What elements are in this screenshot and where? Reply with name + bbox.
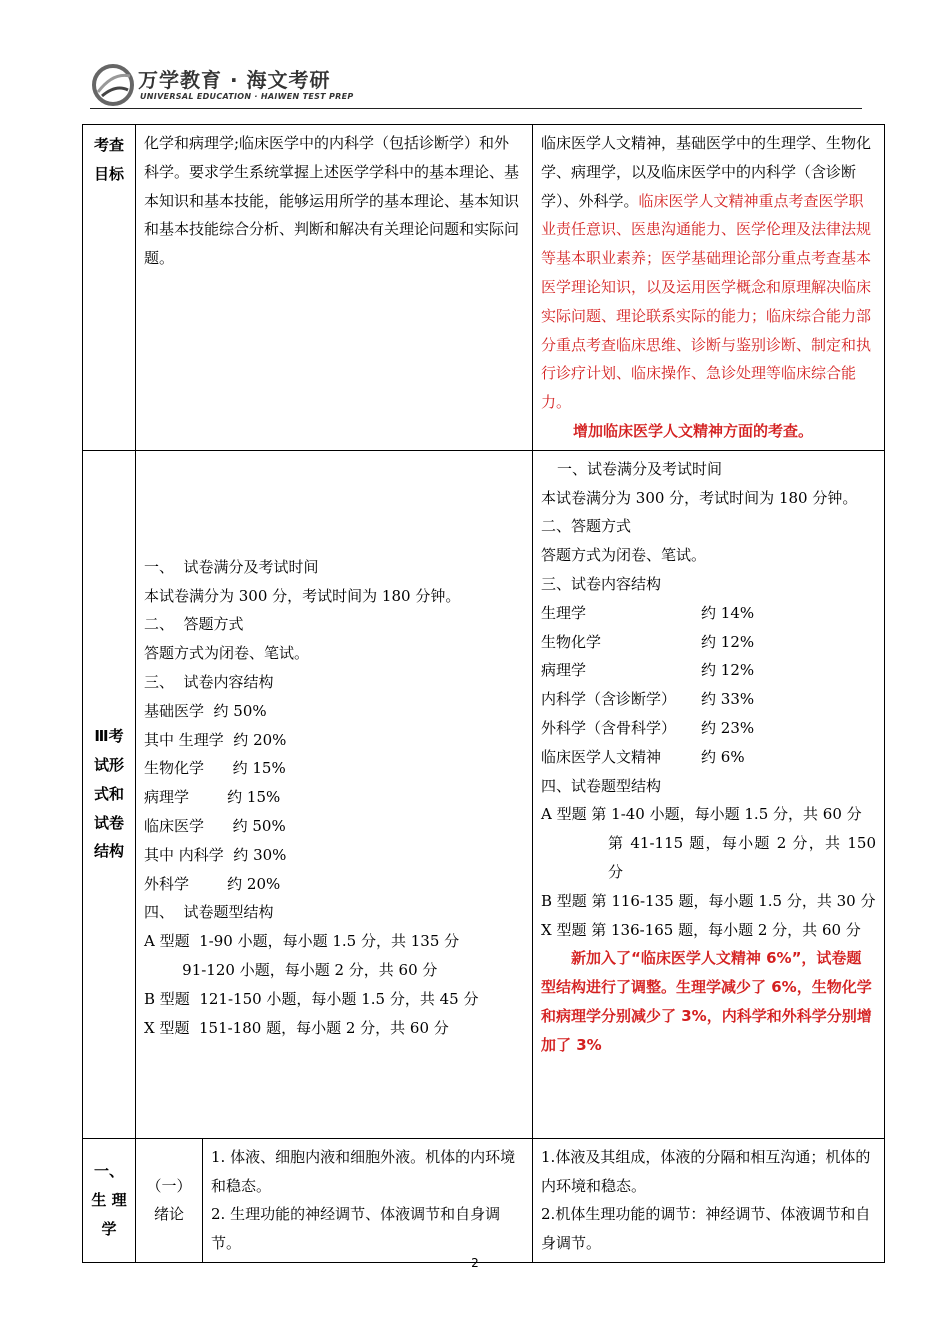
new-question-type: B 型题 第 116-135 题，每小题 1.5 分，共 30 分 <box>541 891 876 910</box>
old-content-item: 生物化学 约 15% <box>144 759 286 778</box>
old-content-item: 其中 内科学 约 30% <box>144 845 287 864</box>
old-physio-item: 1. 体液、细胞内液和细胞外液。机体的内环境和稳态。 <box>211 1147 516 1195</box>
row-label-goal: 考查 目标 <box>83 125 136 451</box>
new-physio-item: 2.机体生理功能的调节：神经调节、体液调节和自身调节。 <box>541 1205 871 1253</box>
new-physio-cell <box>533 1138 885 1262</box>
new-question-type: 第 41-115 题，每小题 2 分，共 150 分 <box>608 834 877 881</box>
table-row-physiology <box>83 1138 885 1262</box>
header-rule <box>90 108 862 109</box>
old-content-item: 外科学 约 20% <box>144 874 281 893</box>
table-row-form <box>83 450 885 1138</box>
new-content-item: 内科学（含诊断学） 约 33% <box>541 690 755 709</box>
row-label-form: Ⅲ考 试形 式和 试卷 结构 <box>83 450 136 1138</box>
new-content-item: 生物化学 约 12% <box>541 632 755 651</box>
old-question-type: B 型题 121-150 小题，每小题 1.5 分，共 45 分 <box>144 989 479 1008</box>
new-physio-item: 1.体液及其组成，体液的分隔和相互沟通；机体的内环境和稳态。 <box>541 1147 871 1195</box>
new-content-item: 临床医学人文精神 约 6% <box>541 747 745 766</box>
old-question-type: 91-120 小题，每小题 2 分，共 60 分 <box>144 960 438 979</box>
logo-subtitle: UNIVERSAL EDUCATION · HAIWEN TEST PREP <box>140 92 354 101</box>
new-form-cell <box>533 450 885 1138</box>
new-content-item: 生理学 约 14% <box>541 603 755 622</box>
new-question-type: X 型题 第 136-165 题，每小题 2 分，共 60 分 <box>541 920 861 939</box>
new-section-2-text: 答题方式为闭卷、笔试。 <box>541 546 707 565</box>
old-section-2: 二、 答题方式 <box>144 615 244 634</box>
sub-label-intro: （一） 绪论 <box>136 1138 203 1262</box>
old-question-type: A 型题 1-90 小题，每小题 1.5 分，共 135 分 <box>144 932 460 951</box>
logo-title: 万学教育 · 海文考研 <box>138 68 331 92</box>
new-section-2: 二、答题方式 <box>541 517 632 536</box>
new-content-item: 病理学 约 12% <box>541 661 755 680</box>
old-content-item: 病理学 约 15% <box>144 788 281 807</box>
old-physio-cell <box>203 1138 533 1262</box>
old-content-item: 临床医学 约 50% <box>144 816 286 835</box>
new-goal-text: 临床医学人文精神，基础医学中的生理学、生物化学、病理学，以及临床医学中的内科学（含诊断学）、外科学。 <box>541 134 872 210</box>
new-goal-cell <box>533 125 885 451</box>
old-section-2-text: 答题方式为闭卷、笔试。 <box>144 644 310 663</box>
comparison-table <box>82 124 885 1263</box>
old-goal-text: 化学和病理学;临床医学中的内科学（包括诊断学）和外科学。要求学生系统掌握上述医学学科中的基本理论、基本知识和基本技能，能够运用所学的基本理论、基本知识和基本技能综合分析、判断和解决有关理论问题和实际问题。 <box>136 125 533 451</box>
new-question-type: A 型题 第 1-40 小题，每小题 1.5 分，共 60 分 <box>541 805 862 824</box>
old-section-4: 四、 试卷题型结构 <box>144 903 274 922</box>
old-form-cell <box>136 450 533 1138</box>
old-section-3: 三、 试卷内容结构 <box>144 672 274 691</box>
old-question-type: X 型题 151-180 题，每小题 2 分，共 60 分 <box>144 1018 449 1037</box>
table-row-goal <box>83 125 885 451</box>
new-goal-note: 增加临床医学人文精神方面的考查。 <box>573 421 814 440</box>
row-label-physiology: 一、 生 理 学 <box>83 1138 136 1262</box>
new-section-1: 一、试卷满分及考试时间 <box>557 459 723 478</box>
old-physio-item: 2. 生理功能的神经调节、体液调节和自身调节。 <box>211 1205 501 1253</box>
page-number: 2 <box>471 1256 479 1270</box>
new-section-1-text: 本试卷满分为 300 分，考试时间为 180 分钟。 <box>541 488 858 507</box>
new-goal-red-text: 临床医学人文精神重点考查医学职业责任意识、医患沟通能力、医学伦理及法律法规等基本职业素养；医学基础理论部分重点考查基本医学理论知识，以及运用医学概念和原理解决临床实际问题、理论联系实际的能力；临床综合能力部分重点考查临床思维、诊断与鉴别诊断、制定和执行诊疗计划、临床操作、急诊处理等临床综合能力。 <box>541 191 872 412</box>
new-section-3: 三、试卷内容结构 <box>541 574 662 593</box>
old-section-1: 一、 试卷满分及考试时间 <box>144 557 319 576</box>
new-section-4: 四、试卷题型结构 <box>541 776 662 795</box>
logo-emblem-icon <box>90 62 136 108</box>
old-section-1-text: 本试卷满分为 300 分，考试时间为 180 分钟。 <box>144 586 461 605</box>
brand-logo <box>90 62 354 110</box>
old-content-item: 基础医学 约 50% <box>144 701 267 720</box>
new-form-note: 新加入了“临床医学人文精神 6%”，试卷题型结构进行了调整。生理学减少了 6%，生物化学和病理学分别减少了 3%，内科学和外科学分别增加了 3% <box>541 949 872 1054</box>
new-content-item: 外科学（含骨科学） 约 23% <box>541 718 755 737</box>
old-content-item: 其中 生理学 约 20% <box>144 730 287 749</box>
